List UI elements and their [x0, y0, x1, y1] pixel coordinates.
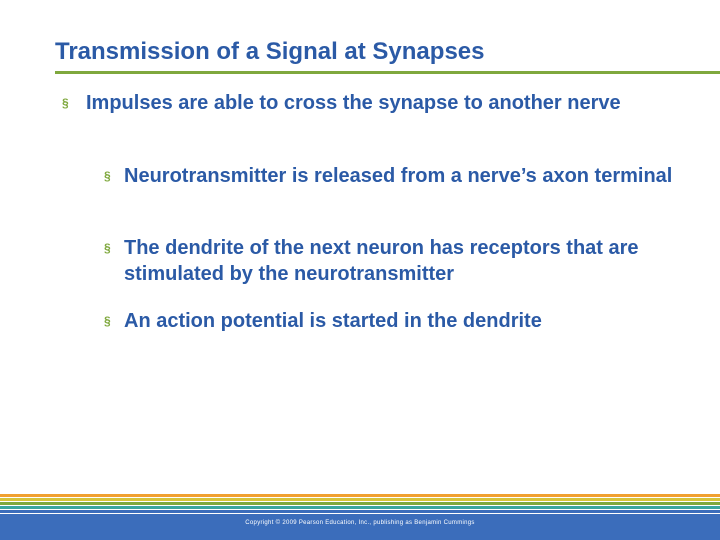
bullet-marker: § — [104, 169, 111, 183]
footer-stripes — [0, 494, 720, 514]
sub-bullet-2: The dendrite of the next neuron has receptors that are stimulated by the neurotransmitter — [124, 237, 639, 285]
sub-bullet-3: An action potential is started in the dendrite — [124, 310, 542, 332]
footer-band — [0, 514, 720, 540]
bullet-marker: § — [104, 314, 111, 328]
main-bullet: Impulses are able to cross the synapse to another nerve — [86, 92, 621, 114]
bullet-marker: § — [104, 241, 111, 255]
stripe-blue — [0, 510, 720, 513]
copyright-text: Copyright © 2009 Pearson Education, Inc., publishing as Benjamin Cummings — [245, 520, 475, 526]
slide-title: Transmission of a Signal at Synapses — [55, 38, 485, 65]
stripe-orange — [0, 494, 720, 497]
title-underline — [55, 71, 720, 74]
sub-bullet-1: Neurotransmitter is released from a nerve’s axon terminal — [124, 165, 673, 187]
stripe-teal — [0, 506, 720, 509]
bullet-marker: § — [62, 96, 69, 110]
stripe-green — [0, 502, 720, 505]
stripe-yellow — [0, 498, 720, 501]
